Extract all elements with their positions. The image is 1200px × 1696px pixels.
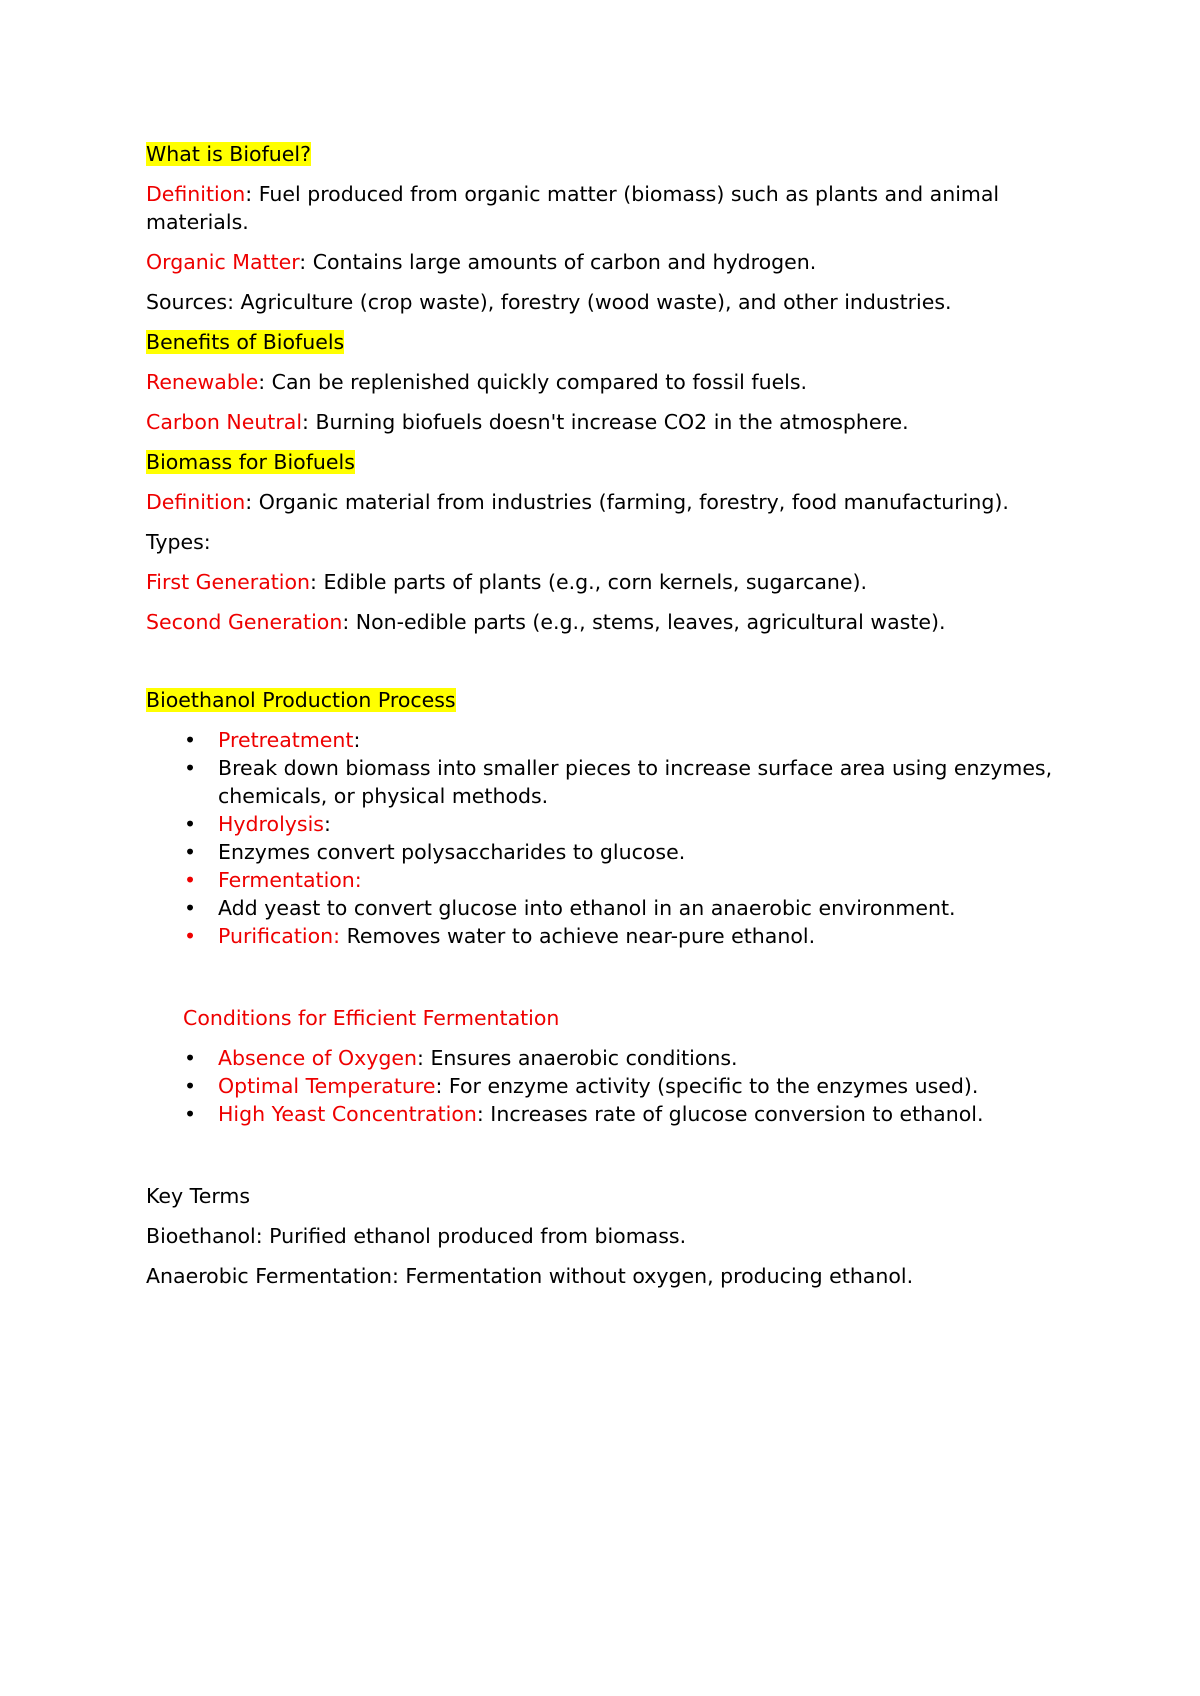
bullet-icon: [184, 726, 204, 754]
list-item: [146, 726, 1076, 754]
condition-text: : For enzyme activity (specific to the enzymes used).: [435, 1074, 979, 1098]
organic-matter-label: Organic Matter: [146, 250, 300, 274]
highlighted-heading: Benefits of Biofuels: [146, 330, 345, 354]
sources-paragraph: Sources: Agriculture (crop waste), forestry (wood waste), and other industries.: [146, 290, 952, 314]
bullet-icon: [184, 1044, 204, 1072]
step-label: Purification:: [218, 924, 341, 948]
list-item: [146, 810, 1076, 838]
heading-key-terms: Key Terms: [146, 1184, 251, 1208]
step-text: :: [353, 728, 361, 752]
organic-matter-paragraph: [146, 248, 1076, 276]
process-list: [146, 726, 1076, 950]
bullet-icon: [184, 922, 204, 950]
highlighted-heading: What is Biofuel?: [146, 142, 311, 166]
renewable-text: : Can be replenished quickly compared to fossil fuels.: [258, 370, 808, 394]
bullet-icon: [184, 1100, 204, 1128]
step-text: Add yeast to convert glucose into ethanol in an anaerobic environment.: [218, 896, 956, 920]
list-item: [146, 922, 1076, 950]
second-generation-text: : Non-edible parts (e.g., stems, leaves, agricultural waste).: [342, 610, 946, 634]
heading-biomass: [146, 448, 1076, 476]
bullet-icon: [184, 810, 204, 838]
types-paragraph: Types:: [146, 530, 211, 554]
definition-text: : Fuel produced from organic matter (biomass) such as plants and animal materials.: [146, 182, 1000, 234]
carbon-neutral-text: : Burning biofuels doesn't increase CO2 in the atmosphere.: [302, 410, 909, 434]
first-generation-text: : Edible parts of plants (e.g., corn kernels, sugarcane).: [310, 570, 868, 594]
definition-label: Definition: [146, 182, 246, 206]
second-generation-label: Second Generation: [146, 610, 343, 634]
condition-label: High Yeast Concentration: [218, 1102, 477, 1126]
term-bioethanol: Bioethanol: Purified ethanol produced from biomass.: [146, 1224, 687, 1248]
list-item: [146, 838, 1076, 866]
organic-matter-text: : Contains large amounts of carbon and hydrogen.: [299, 250, 817, 274]
document-page: [146, 140, 1076, 1290]
term-anaerobic: Anaerobic Fermentation: Fermentation without oxygen, producing ethanol.: [146, 1264, 914, 1288]
first-generation-paragraph: [146, 568, 1076, 596]
step-label: Fermentation:: [218, 868, 362, 892]
heading-benefits: [146, 328, 1076, 356]
bullet-icon: [184, 866, 204, 894]
list-item: [146, 1044, 1076, 1072]
step-text: :: [323, 812, 331, 836]
list-item: [146, 866, 1076, 894]
bullet-icon: [184, 894, 204, 922]
step-text: Removes water to achieve near-pure ethanol.: [340, 924, 816, 948]
first-generation-label: First Generation: [146, 570, 311, 594]
step-text: Enzymes convert polysaccharides to glucose.: [218, 840, 686, 864]
step-label: Hydrolysis: [218, 812, 324, 836]
highlighted-heading: Bioethanol Production Process: [146, 688, 456, 712]
bullet-icon: [184, 754, 204, 782]
list-item: [146, 1072, 1076, 1100]
definition-paragraph: [146, 180, 1076, 236]
heading-what-is-biofuel: [146, 140, 1076, 168]
conditions-list: [146, 1044, 1076, 1128]
renewable-paragraph: [146, 368, 1076, 396]
second-generation-paragraph: [146, 608, 1076, 636]
step-text: Break down biomass into smaller pieces to increase surface area using enzymes, chemicals, or physical methods.: [218, 756, 1053, 808]
list-item: [146, 754, 1076, 810]
condition-label: Optimal Temperature: [218, 1074, 436, 1098]
heading-conditions: Conditions for Efficient Fermentation: [183, 1006, 560, 1030]
renewable-label: Renewable: [146, 370, 259, 394]
step-label: Pretreatment: [218, 728, 354, 752]
list-item: [146, 1100, 1076, 1128]
carbon-neutral-label: Carbon Neutral: [146, 410, 303, 434]
carbon-neutral-paragraph: [146, 408, 1076, 436]
biomass-definition-paragraph: [146, 488, 1076, 516]
bullet-icon: [184, 838, 204, 866]
condition-label: Absence of Oxygen: [218, 1046, 418, 1070]
condition-text: : Increases rate of glucose conversion to ethanol.: [476, 1102, 984, 1126]
biomass-definition-text: : Organic material from industries (farming, forestry, food manufacturing).: [245, 490, 1009, 514]
biomass-definition-label: Definition: [146, 490, 246, 514]
highlighted-heading: Biomass for Biofuels: [146, 450, 355, 474]
condition-text: : Ensures anaerobic conditions.: [417, 1046, 738, 1070]
heading-process: [146, 686, 1076, 714]
bullet-icon: [184, 1072, 204, 1100]
list-item: [146, 894, 1076, 922]
